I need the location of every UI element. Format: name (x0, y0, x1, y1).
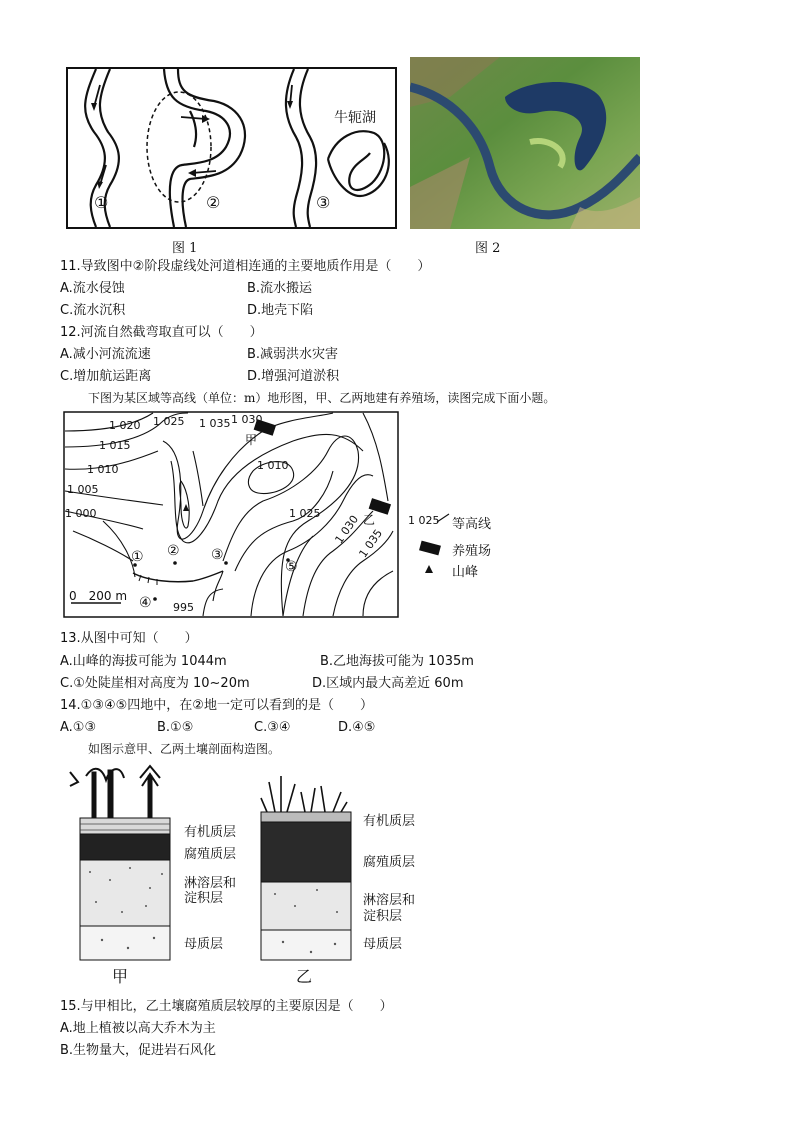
point-5-label: ⑤ (285, 559, 298, 575)
contour-label-1010-right: 1 010 (257, 459, 289, 472)
contour-label-1030-top: 1 030 (231, 413, 263, 426)
q15-option-a[interactable]: A.地上植被以高大乔木为主 (60, 1021, 216, 1036)
contour-map (63, 411, 399, 618)
contour-label-1025-top: 1 025 (153, 415, 185, 428)
soil-jia-name: 甲 (112, 967, 129, 986)
point-2-label: ② (167, 543, 180, 559)
soil-jia-layer-parent: 母质层 (184, 937, 224, 952)
contour-label-1005: 1 005 (67, 483, 99, 496)
soil-profile-yi (255, 762, 355, 962)
figure-1 (66, 67, 397, 229)
point-1-label: ① (131, 549, 144, 565)
soil-yi-layer-parent: 母质层 (363, 937, 403, 952)
place-jia: 甲 (245, 433, 258, 447)
legend-farm-label: 养殖场 (452, 544, 492, 559)
soil-yi-layer-eluvial: 淋溶层和 (363, 893, 416, 908)
soil-jia-layer-humus: 腐殖质层 (184, 847, 237, 862)
q15-option-b[interactable]: B.生物量大，促进岩石风化 (60, 1043, 217, 1058)
q11-option-c[interactable]: C.流水沉积 (60, 303, 126, 318)
contour-label-1010-left: 1 010 (87, 463, 119, 476)
contour-label-1020: 1 020 (109, 419, 141, 432)
q12-option-c[interactable]: C.增加航运距离 (60, 369, 152, 384)
oxbow-lake-label: 牛轭湖 (334, 110, 376, 126)
figure-2-caption: 图 2 (475, 241, 501, 256)
soil-yi-layer-illuvial: 淀积层 (363, 909, 403, 924)
legend-contour-label: 等高线 (452, 517, 492, 532)
contour-intro-text: 下图为某区域等高线（单位：m）地形图，甲、乙两地建有养殖场，读图完成下面小题。 (88, 391, 556, 405)
soil-intro-text: 如图示意甲、乙两土壤剖面构造图。 (88, 742, 281, 756)
question-13-stem: 13.从图中可知（ ） (60, 631, 198, 646)
contour-label-995: 995 (173, 601, 194, 614)
q12-option-d[interactable]: D.增强河道淤积 (247, 369, 340, 384)
question-12-stem: 12.河流自然截弯取直可以（ ） (60, 325, 263, 340)
soil-yi-layer-humus: 腐殖质层 (363, 855, 416, 870)
q14-option-d[interactable]: D.④⑤ (338, 720, 376, 735)
meander-diagram (66, 67, 397, 229)
q11-option-d[interactable]: D.地壳下陷 (247, 303, 314, 318)
stage-3-label: ③ (316, 193, 331, 212)
q11-option-b[interactable]: B.流水搬运 (247, 281, 313, 296)
point-3-dot (224, 561, 228, 565)
q14-option-c[interactable]: C.③④ (254, 720, 291, 735)
question-11-stem: 11.导致图中②阶段虚线处河道相连通的主要地质作用是（ ） (60, 259, 431, 274)
figure-1-caption: 图 1 (172, 241, 198, 256)
contour-label-1025-right: 1 025 (289, 507, 321, 520)
stage-2-label: ② (206, 193, 221, 212)
soil-jia-layer-organic: 有机质层 (184, 825, 237, 840)
legend-farm-icon (418, 540, 442, 556)
q13-option-d[interactable]: D.区域内最大高差近 60m (312, 676, 464, 691)
point-4-label: ④ (139, 595, 152, 611)
contour-label-1035-right: 1 035 (356, 526, 386, 561)
point-4-dot (153, 597, 157, 601)
soil-jia-layer-illuvial: 淀积层 (184, 891, 224, 906)
q13-option-b[interactable]: B.乙地海拔可能为 1035m (320, 654, 474, 669)
grass-icons (261, 776, 347, 812)
place-yi: 乙 (363, 513, 376, 527)
legend-contour-value: 1 025 (408, 514, 440, 527)
point-2-dot (173, 561, 177, 565)
q14-option-b[interactable]: B.①⑤ (157, 720, 194, 735)
question-15-stem: 15.与甲相比，乙土壤腐殖质层较厚的主要原因是（ ） (60, 999, 393, 1014)
q14-option-a[interactable]: A.①③ (60, 720, 97, 735)
legend-contour-line-icon (436, 513, 450, 523)
legend-peak-icon (424, 564, 434, 574)
contour-label-1035-top: 1 035 (199, 417, 231, 430)
tree-icons (70, 766, 160, 818)
figure-2-photo (410, 57, 640, 229)
soil-yi-layer-organic: 有机质层 (363, 814, 416, 829)
q13-option-c[interactable]: C.①处陡崖相对高度为 10~20m (60, 676, 250, 691)
q12-option-a[interactable]: A.减小河流流速 (60, 347, 151, 362)
q11-option-a[interactable]: A.流水侵蚀 (60, 281, 125, 296)
stage-1-label: ① (94, 193, 109, 212)
question-14-stem: 14.①③④⑤四地中，在②地一定可以看到的是（ ） (60, 698, 373, 713)
point-3-label: ③ (211, 547, 224, 563)
soil-yi-name: 乙 (296, 967, 313, 986)
scale-label: 0 200 m (69, 589, 128, 603)
contour-label-1015: 1 015 (99, 439, 131, 452)
soil-profile-jia (66, 762, 176, 962)
contour-label-1000: 1 000 (65, 507, 97, 520)
legend-peak-label: 山峰 (452, 565, 479, 580)
contour-label-1030-right: 1 030 (332, 512, 362, 547)
soil-jia-layer-eluvial: 淋溶层和 (184, 876, 237, 891)
q13-option-a[interactable]: A.山峰的海拔可能为 1044m (60, 654, 227, 669)
q12-option-b[interactable]: B.减弱洪水灾害 (247, 347, 339, 362)
